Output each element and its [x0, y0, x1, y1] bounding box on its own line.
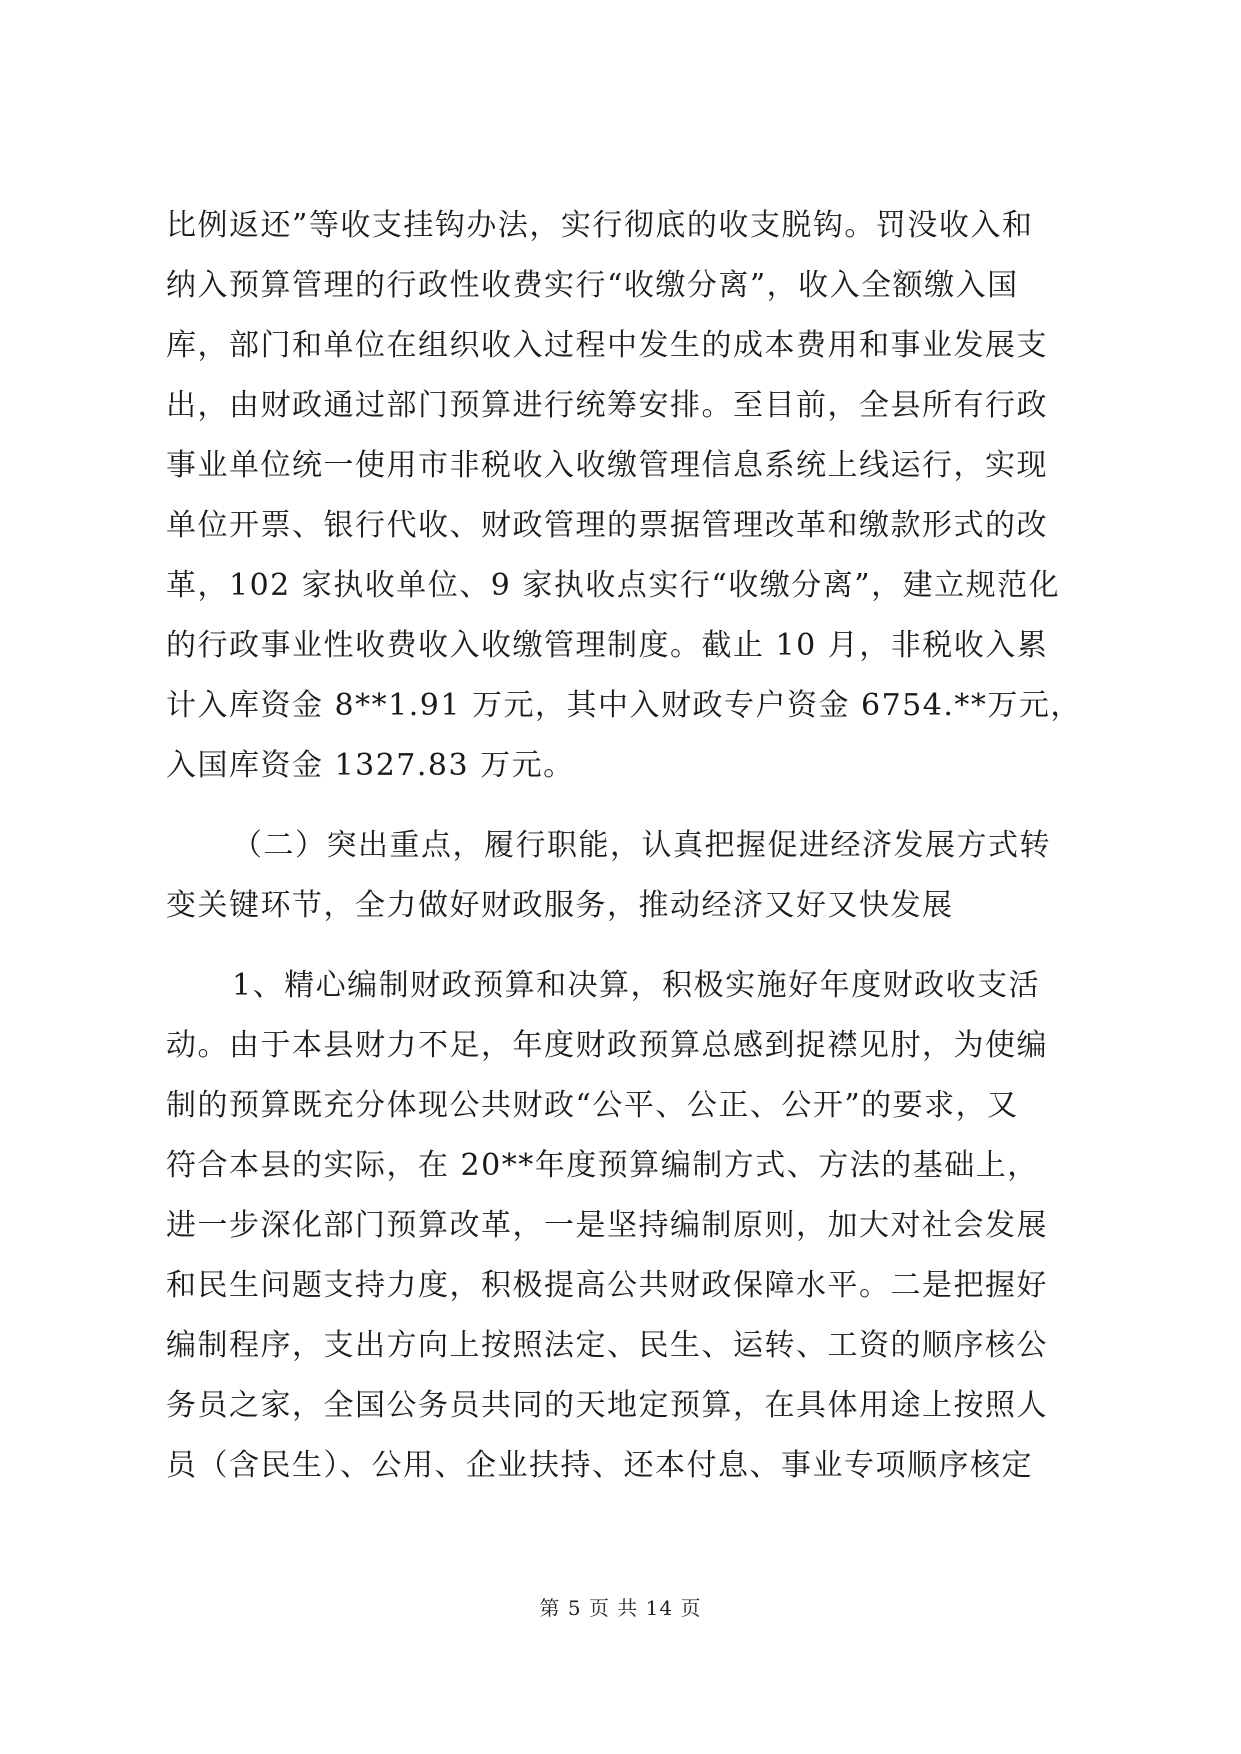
body-text-line: 和民生问题支持力度，积极提高公共财政保障水平。二是把握好 — [166, 1268, 1048, 1303]
body-text-line: 事业单位统一使用市非税收入收缴管理信息系统上线运行，实现 — [166, 448, 1048, 483]
body-text-line: 出，由财政通过部门预算进行统筹安排。至目前，全县所有行政 — [166, 388, 1048, 423]
body-text-line: 的行政事业性收费收入收缴管理制度。截止 10 月，非税收入累 — [166, 628, 1049, 663]
body-text-line: 1、精心编制财政预算和决算，积极实施好年度财政收支活 — [232, 968, 1041, 1003]
body-text-line: 计入库资金 8**1.91 万元，其中入财政专户资金 6754.**万元， — [166, 688, 1082, 723]
page-number-footer: 第 5 页 共 14 页 — [539, 1596, 702, 1620]
section-heading-line: 变关键环节，全力做好财政服务，推动经济又好又快发展 — [166, 888, 954, 923]
body-text-line: 务员之家，全国公务员共同的天地定预算，在具体用途上按照人 — [166, 1388, 1048, 1423]
body-text-line: 员（含民生）、公用、企业扶持、还本付息、事业专项顺序核定 — [166, 1448, 1033, 1483]
body-text-line: 比例返还”等收支挂钩办法，实行彻底的收支脱钩。罚没收入和 — [166, 208, 1034, 243]
body-text-line: 符合本县的实际，在 20**年度预算编制方式、方法的基础上， — [166, 1148, 1039, 1183]
body-text-line: 进一步深化部门预算改革，一是坚持编制原则，加大对社会发展 — [166, 1208, 1048, 1243]
body-text-line: 编制程序，支出方向上按照法定、民生、运转、工资的顺序核公 — [166, 1328, 1048, 1363]
body-text-line: 库，部门和单位在组织收入过程中发生的成本费用和事业发展支 — [166, 328, 1048, 363]
body-text-line: 革，102 家执收单位、9 家执收点实行“收缴分离”，建立规范化 — [166, 568, 1061, 603]
body-text-line: 单位开票、银行代收、财政管理的票据管理改革和缴款形式的改 — [166, 508, 1048, 543]
body-text-line: 制的预算既充分体现公共财政“公平、公正、公开”的要求，又 — [166, 1088, 1019, 1123]
body-text-line: 入国库资金 1327.83 万元。 — [166, 748, 575, 783]
section-heading-line: （二）突出重点，履行职能，认真把握促进经济发展方式转 — [232, 828, 1051, 863]
body-text-line: 动。由于本县财力不足，年度财政预算总感到捉襟见肘，为使编 — [166, 1028, 1048, 1063]
body-text-line: 纳入预算管理的行政性收费实行“收缴分离”，收入全额缴入国 — [166, 268, 1019, 303]
